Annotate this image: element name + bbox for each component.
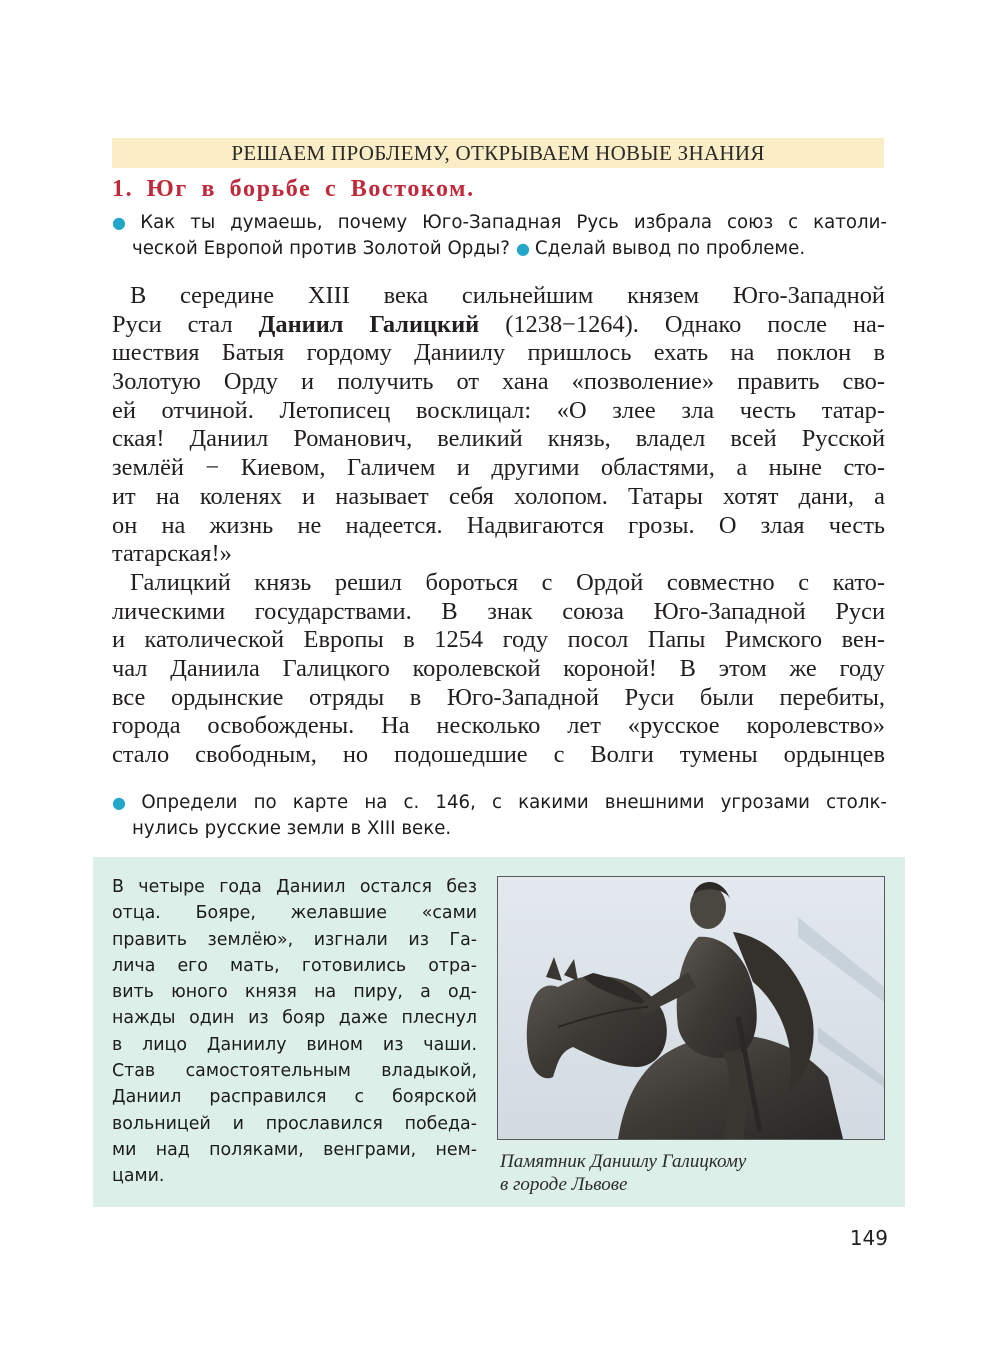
page-number: 149 xyxy=(849,1226,888,1250)
text-line: землёй − Киевом, Галичем и другими областями, а ныне сто- xyxy=(112,454,885,482)
question-line-1: ● Как ты думаешь, почему Юго-Западная Русь избрала союз с католи- xyxy=(112,212,887,233)
monument-photo xyxy=(497,876,885,1140)
question-line-2: ческой Европой против Золотой Орды? ● Сделай вывод по проблеме. xyxy=(132,238,806,259)
question-map xyxy=(112,790,887,842)
info-line: вить юного князя на пиру, а од- xyxy=(112,982,477,1003)
text-line: все ордынские отряды в Юго-Западной Руси были перебиты, xyxy=(112,683,885,711)
info-line: нажды один из бояр даже плеснул xyxy=(112,1008,477,1029)
text-line: татарская!» xyxy=(112,540,232,568)
question-line-2: нулись русские земли в XIII веке. xyxy=(132,818,452,839)
bullet-icon: ● xyxy=(112,213,136,232)
paragraph-heading: 1. Юг в борьбе с Востоком. xyxy=(112,176,475,202)
photo-caption xyxy=(500,1150,890,1196)
text-line: ская! Даниил Романович, великий князь, владел всей Русской xyxy=(112,425,885,453)
info-line: Даниил расправился с боярской xyxy=(112,1087,477,1108)
info-line: В четыре года Даниил остался без xyxy=(112,877,477,897)
text-line: шествия Батыя гордому Даниилу пришлось ехать на поклон в xyxy=(112,339,885,367)
section-title: РЕШАЕМ ПРОБЛЕМУ, ОТКРЫВАЕМ НОВЫЕ ЗНАНИЯ xyxy=(112,138,884,168)
bullet-icon: ● xyxy=(112,793,137,812)
info-line: лича его мать, готовились отра- xyxy=(112,955,477,976)
text-line: стало свободным, но подошедшие с Волги тумены ордынцев xyxy=(112,741,885,768)
questions-top xyxy=(112,210,887,262)
text-line: и католической Европы в 1254 году посол Папы Римского вен- xyxy=(112,626,885,654)
text-line: Руси стал Даниил Галицкий (1238−1264). Однако после на- xyxy=(112,310,885,338)
text-line: В середине XIII века сильнейшим князем Юго-Западной xyxy=(130,282,885,309)
info-line: править землёю», изгнали из Га- xyxy=(112,929,477,950)
info-line: Став самостоятельным владыкой, xyxy=(112,1061,477,1082)
info-line: цами. xyxy=(112,1166,165,1187)
info-line: отца. Бояре, желавшие «сами xyxy=(112,903,477,924)
text-line: ит на коленях и называет себя холопом. Татары хотят дани, а xyxy=(112,482,885,510)
bullet-icon: ● xyxy=(515,239,530,258)
caption-line: в городе Львове xyxy=(500,1174,628,1195)
text-line: чал Даниила Галицкого королевской короной! В этом же году xyxy=(112,654,885,682)
text-line: Золотую Орду и получить от хана «позволение» править сво- xyxy=(112,368,885,396)
info-line: в лицо Даниилу вином из чаши. xyxy=(112,1034,477,1055)
equestrian-statue-illustration xyxy=(498,877,884,1139)
text-line: он на жизнь не надеется. Надвигаются грозы. О злая честь xyxy=(112,511,885,539)
info-line: ми над поляками, венграми, нем- xyxy=(112,1139,477,1160)
text-line: Галицкий князь решил бороться с Ордой совместно с като- xyxy=(130,568,885,596)
info-line: вольницей и прославился победа- xyxy=(112,1113,477,1134)
text-line: города освобождены. На несколько лет «русское королевство» xyxy=(112,712,885,740)
text-line: лическими государствами. В знак союза Юго-Западной Руси xyxy=(112,597,885,625)
main-text xyxy=(112,282,885,770)
info-text xyxy=(112,874,477,1190)
question-line-1: ● Определи по карте на с. 146, с какими внешними угрозами столк- xyxy=(112,792,887,813)
caption-line: Памятник Даниилу Галицкому xyxy=(500,1151,747,1172)
person-name: Даниил Галицкий xyxy=(258,310,480,338)
text-line: ей отчиной. Летописец восклицал: «О злее зла честь татар- xyxy=(112,396,885,424)
